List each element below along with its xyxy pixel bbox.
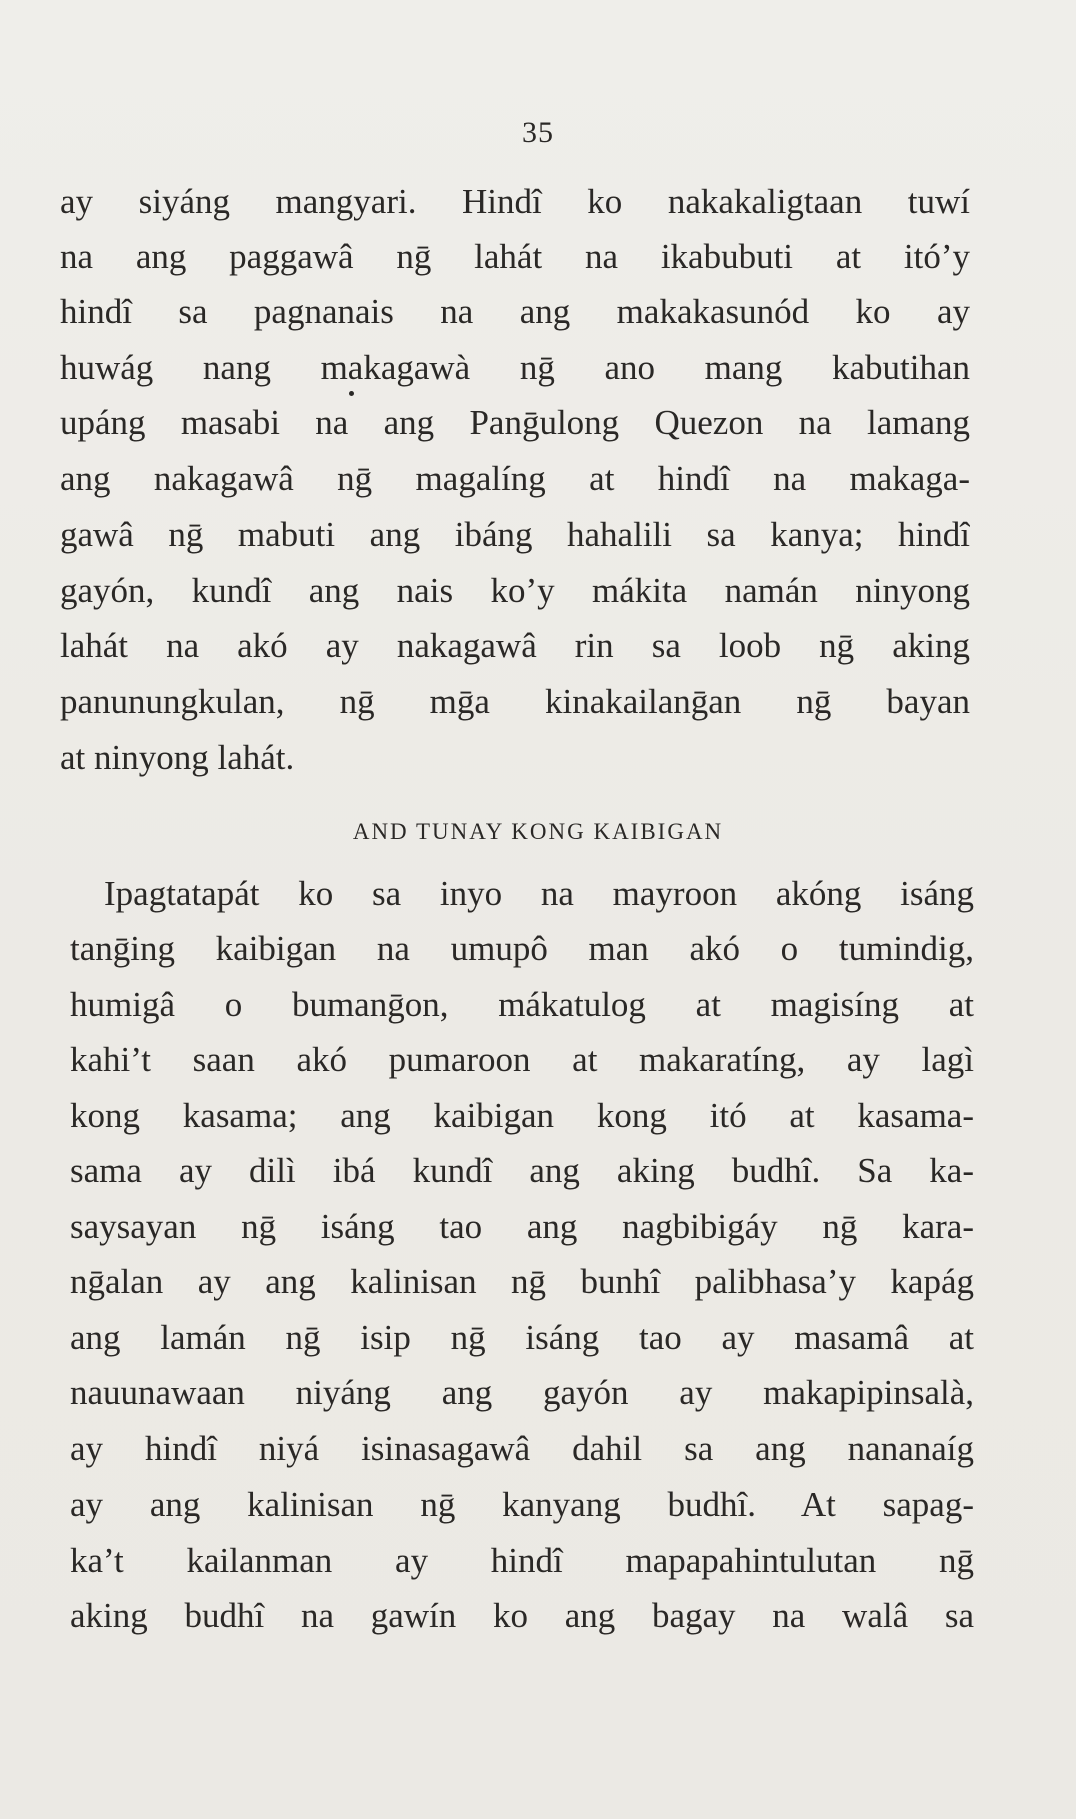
text-line: sama ay dilì ibá kundî ang aking budhî. Sa ka- [70,1151,974,1190]
text-line: saysayan nḡ isáng tao ang nagbibigáy nḡ kara- [70,1207,974,1246]
page-number: 35 [522,116,554,149]
text-line: huwág nang makagawà nḡ ano mang kabutihan [60,348,970,387]
text-line: ka’t kailanman ay hindî mapapahintulutan nḡ [70,1541,974,1580]
text-line: ang lamán nḡ isip nḡ isáng tao ay masamâ at [70,1318,974,1357]
text-line: nauunawaan niyáng ang gayón ay makapipinsalà, [70,1373,974,1412]
text-line: nḡalan ay ang kalinisan nḡ bunhî palibhasa’y kapág [70,1262,974,1301]
text-line: ay ang kalinisan nḡ kanyang budhî. At sapag- [70,1485,974,1524]
text-line: upáng masabi na ang Panḡulong Quezon na lamang [60,403,970,442]
text-line: aking budhî na gawín ko ang bagay na walâ sa [70,1596,974,1635]
text-line: kong kasama; ang kaibigan kong itó at kasama- [70,1096,974,1135]
text-line: tanḡing kaibigan na umupô man akó o tumindig, [70,929,974,968]
text-line: at ninyong lahát. [60,738,295,777]
text-line: humigâ o bumanḡon, mákatulog at magisíng at [70,985,974,1024]
text-line: ay hindî niyá isinasagawâ dahil sa ang nananaíg [70,1429,974,1468]
text-line: hindî sa pagnanais na ang makakasunód ko ay [60,292,970,331]
text-line: na ang paggawâ nḡ lahát na ikabubuti at itó’y [60,237,970,276]
ink-speck [349,391,354,396]
text-line: gayón, kundî ang nais ko’y mákita namán ninyong [60,571,970,610]
text-line: gawâ nḡ mabuti ang ibáng hahalili sa kanya; hindî [60,515,970,554]
text-line: ay siyáng mangyari. Hindî ko nakakaligtaan tuwí [60,182,970,221]
text-line: panunungkulan, nḡ mḡa kinakailanḡan nḡ bayan [60,682,970,721]
text-line: kahi’t saan akó pumaroon at makaratíng, ay lagì [70,1040,974,1079]
text-line: Ipagtatapát ko sa inyo na mayroon akóng isáng [104,874,974,913]
section-heading: AND TUNAY KONG KAIBIGAN [352,819,724,844]
text-line: ang nakagawâ nḡ magalíng at hindî na makaga- [60,459,970,498]
text-line: lahát na akó ay nakagawâ rin sa loob nḡ aking [60,626,970,665]
